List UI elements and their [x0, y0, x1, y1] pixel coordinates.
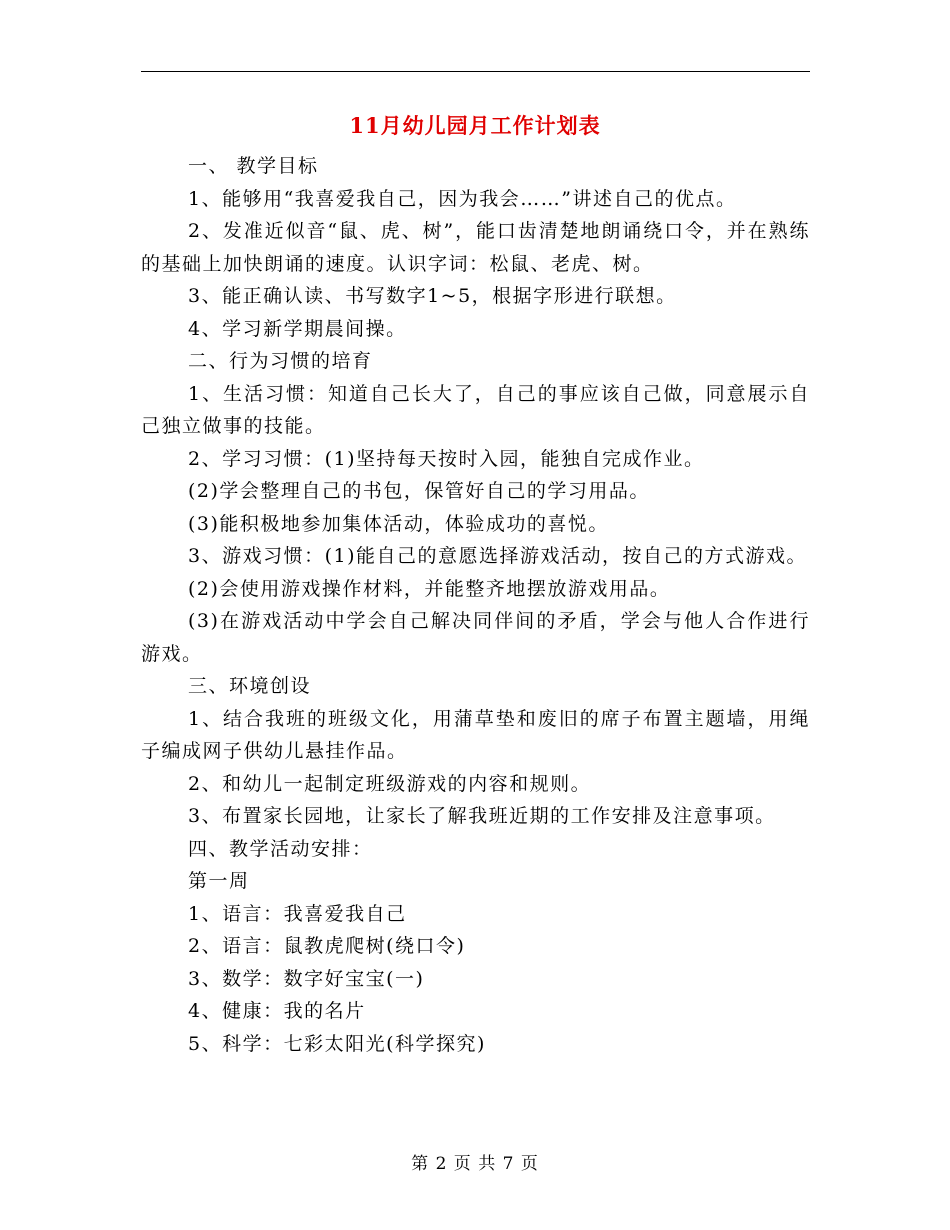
paragraph: 2、学习习惯：(1)坚持每天按时入园，能独自完成作业。: [188, 447, 705, 470]
paragraph: 2、发准近似音“鼠、虎、树”，能口齿清楚地朗诵绕口令，并在熟练的基础上加快朗诵的速度。认识字词：松鼠、老虎、树。: [141, 220, 810, 275]
paragraph: (2)学会整理自己的书包，保管好自己的学习用品。: [188, 480, 650, 502]
paragraph: 3、游戏习惯：(1)能自己的意愿选择游戏活动，按自己的方式游戏。: [188, 545, 808, 567]
paragraph: 1、能够用“我喜爱我自己，因为我会……”讲述自己的优点。: [188, 187, 737, 210]
list-item: 1、语言：我喜爱我自己: [188, 902, 407, 925]
paragraph: 1、结合我班的班级文化，用蒲草垫和废旧的席子布置主题墙，用绳子编成网子供幼儿悬挂作品。: [141, 707, 810, 762]
page-footer: 第 2 页 共 7 页: [411, 1154, 539, 1174]
paragraph: 4、学习新学期晨间操。: [188, 317, 407, 340]
paragraph: 2、和幼儿一起制定班级游戏的内容和规则。: [188, 772, 592, 795]
week-heading: 第一周: [188, 870, 250, 892]
paragraph: 3、布置家长园地，让家长了解我班近期的工作安排及注意事项。: [188, 805, 776, 827]
document-title: 11月幼儿园月工作计划表: [349, 113, 601, 138]
list-item: 5、科学：七彩太阳光(科学探究): [188, 1032, 486, 1055]
list-item: 3、数学：数字好宝宝(一): [188, 967, 425, 990]
list-item: 2、语言：鼠教虎爬树(绕口令): [188, 935, 466, 957]
header-rule: [141, 71, 810, 72]
document-body: [141, 150, 810, 1060]
paragraph: (3)能积极地参加集体活动，体验成功的喜悦。: [188, 512, 609, 535]
section-heading: 一、 教学目标: [188, 155, 319, 177]
paragraph: 1、生活习惯：知道自己长大了，自己的事应该自己做，同意展示自己独立做事的技能。: [141, 382, 810, 437]
section-heading: 四、教学活动安排：: [188, 837, 373, 860]
section-heading: 三、环境创设: [188, 675, 312, 697]
paragraph: (2)会使用游戏操作材料，并能整齐地摆放游戏用品。: [188, 577, 671, 600]
paragraph: (3)在游戏活动中学会自己解决同伴间的矛盾，学会与他人合作进行游戏。: [141, 610, 810, 665]
section-heading: 二、行为习惯的培育: [188, 350, 373, 372]
list-item: 4、健康：我的名片: [188, 1000, 366, 1022]
paragraph: 3、能正确认读、书写数字1~5，根据字形进行联想。: [188, 285, 677, 307]
